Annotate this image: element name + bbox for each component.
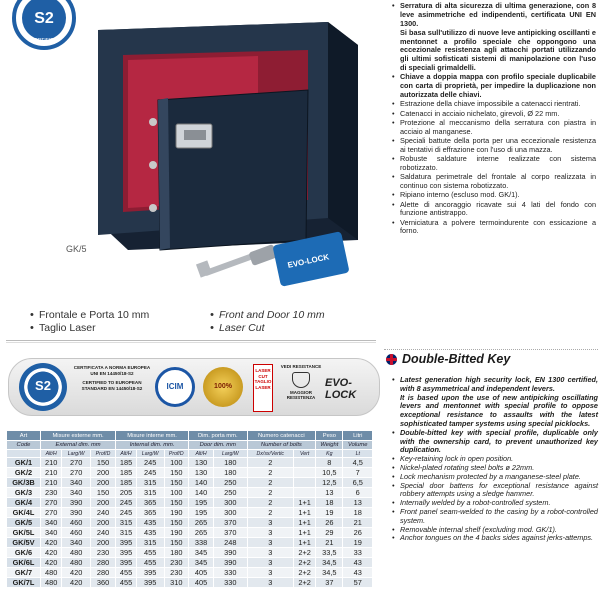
english-heading: Double-Bitted Key <box>384 349 598 365</box>
table-cell: 405 <box>189 578 214 588</box>
table-subheader-cell: Larg/W <box>136 450 164 458</box>
table-cell: 265 <box>189 518 214 528</box>
table-cell: 33 <box>343 548 373 558</box>
laser-cut-logo: LASER CUT TAGLIO LASER <box>253 364 273 412</box>
table-cell: 250 <box>214 488 247 498</box>
table-subheader-cell <box>7 450 41 458</box>
table-cell: 338 <box>189 538 214 548</box>
table-cell: 395 <box>136 578 164 588</box>
model-code-cell: GK/2 <box>7 468 41 478</box>
list-item: • Chiave a doppia mappa con profilo speciale duplicabile con carta di proprietà, per impedire la duplicazione non autorizzata delle chiavi. <box>392 73 596 99</box>
table-row <box>7 488 373 498</box>
list-item: • Internally welded by a robot-controlled system. <box>392 499 598 508</box>
list-item: • Catenacci in acciaio nichelato, girevoli, Ø 22 mm. <box>392 110 596 119</box>
svg-text:CERTIFIED: CERTIFIED <box>30 38 58 44</box>
lock-plate <box>176 124 212 148</box>
list-item: • Protezione al meccanismo della serratura con piastra in acciaio al manganese. <box>392 119 596 137</box>
model-code-cell: GK/6L <box>7 558 41 568</box>
list-item: • Serratura di alta sicurezza di ultima generazione, con 8 leve asimmetriche ed indipendenti, certificata UNI EN 1300. <box>392 2 596 28</box>
svg-text:S2: S2 <box>34 10 54 27</box>
table-cell: 21 <box>316 538 343 548</box>
table-cell: 150 <box>90 488 115 498</box>
cert-text: CERTIFICATA A NORMA EUROPEA UNI EN 14450/18-S2 CERTIFIED TO EUROPEAN STANDARD EN 14450/18-S2 <box>73 365 151 391</box>
table-cell: 365 <box>136 498 164 508</box>
table-cell: 3 <box>247 538 294 548</box>
list-item: • Estrazione della chiave impossibile a catenacci rientrati. <box>392 100 596 109</box>
model-code-cell: GK/4 <box>7 498 41 508</box>
table-cell: 200 <box>90 538 115 548</box>
table-cell: 340 <box>62 488 90 498</box>
table-cell: 455 <box>116 568 137 578</box>
table-cell <box>294 478 316 488</box>
quality-seal: 100% <box>203 367 243 407</box>
table-cell: 390 <box>62 508 90 518</box>
table-cell: 315 <box>136 488 164 498</box>
table-cell: 150 <box>164 498 189 508</box>
table-cell: 2+2 <box>294 578 316 588</box>
table-cell: 230 <box>90 548 115 558</box>
table-cell: 150 <box>164 518 189 528</box>
table-cell: 390 <box>214 558 247 568</box>
table-cell: 300 <box>214 508 247 518</box>
table-row <box>7 558 373 568</box>
table-cell: 150 <box>164 468 189 478</box>
table-cell: 390 <box>214 548 247 558</box>
table-cell: 310 <box>164 578 189 588</box>
table-cell: 10,5 <box>316 468 343 478</box>
table-cell: 300 <box>214 498 247 508</box>
table-cell: 405 <box>189 568 214 578</box>
table-cell: 270 <box>40 508 61 518</box>
model-table <box>6 430 373 588</box>
table-cell: 2 <box>247 468 294 478</box>
table-subheader-cell: Kg <box>316 450 343 458</box>
table-cell: 7 <box>343 468 373 478</box>
table-cell: 21 <box>343 518 373 528</box>
uk-flag-icon <box>386 354 397 365</box>
table-cell: 460 <box>62 528 90 538</box>
list-item: • Speciali battute della porta per una eccezionale resistenza ai tentativi di effrazione con l'uso di una mazza. <box>392 137 596 155</box>
table-cell: 395 <box>136 568 164 578</box>
table-cell: 270 <box>40 498 61 508</box>
table-cell: 455 <box>136 558 164 568</box>
list-item: • Verniciatura a polvere termoindurente con essicazione a forno. <box>392 219 596 237</box>
features-italian <box>30 309 190 335</box>
table-cell: 12,5 <box>316 478 343 488</box>
table-cell: 100 <box>164 488 189 498</box>
table-cell <box>294 488 316 498</box>
table-cell: 2+2 <box>294 568 316 578</box>
table-row <box>7 498 373 508</box>
model-code-cell: GK/5 <box>7 518 41 528</box>
features-english <box>210 309 380 335</box>
table-cell <box>294 458 316 468</box>
table-cell: 6,5 <box>343 478 373 488</box>
italian-feature-list <box>392 2 596 237</box>
list-item: • Front panel seam-welded to the casing by a robot-controlled system. <box>392 508 598 526</box>
divider <box>6 342 376 343</box>
model-code-cell: GK/5L <box>7 528 41 538</box>
list-item: • Lock mechanism protected by a manganese-steel plate. <box>392 473 598 482</box>
feature-item: • Front and Door 10 mm <box>210 309 380 322</box>
table-cell: 395 <box>116 538 137 548</box>
table-cell: 185 <box>116 478 137 488</box>
table-cell: 190 <box>164 528 189 538</box>
table-cell: 345 <box>189 558 214 568</box>
table-cell <box>294 468 316 478</box>
list-item: • Special door battens for exceptional resistance against robbery attempts using a sledge hammer. <box>392 482 598 500</box>
table-cell: 230 <box>40 488 61 498</box>
table-cell: 420 <box>40 538 61 548</box>
table-cell: 2 <box>247 478 294 488</box>
table-subheader-cell: Larg/W <box>62 450 90 458</box>
table-header-row: Art Misure esterne mm. Misure interne mm. Dim. porta mm. Numero catenacci Peso Litri <box>7 431 373 441</box>
table-cell: 3 <box>247 548 294 558</box>
table-header-row: Code External dim. mm Internal dim. mm. Door dim. mm Number of bolts Weight Volume <box>7 441 373 450</box>
table-cell: 390 <box>62 498 90 508</box>
table-cell: 43 <box>343 568 373 578</box>
table-cell: 3 <box>247 578 294 588</box>
table-cell: 230 <box>164 568 189 578</box>
list-item: • Robuste saldature interne realizzate con sistema robotizzato. <box>392 155 596 173</box>
table-cell: 270 <box>62 468 90 478</box>
table-cell: 345 <box>189 548 214 558</box>
table-cell: 205 <box>116 488 137 498</box>
table-cell: 370 <box>214 528 247 538</box>
table-cell: 200 <box>90 518 115 528</box>
table-row <box>7 548 373 558</box>
table-cell: 280 <box>90 568 115 578</box>
resistance-logo: VEDI RESISTANCE MAGGIOR RESISTENZA <box>280 364 322 400</box>
feature-item: • Frontale e Porta 10 mm <box>30 309 190 322</box>
table-cell: 3 <box>247 558 294 568</box>
table-cell: 245 <box>136 468 164 478</box>
safe-door <box>158 90 308 250</box>
table-cell: 360 <box>90 578 115 588</box>
table-cell: 13 <box>343 498 373 508</box>
table-cell: 8 <box>316 458 343 468</box>
list-item: It is based upon the use of new antipicking oscillating levers and mentonnet with special profile to oppose exceptional resistance to assaults with the latest sophisticated tamper systems using special picklocks. <box>400 392 598 428</box>
feature-item: • Laser Cut <box>210 322 380 335</box>
table-cell: 2 <box>247 498 294 508</box>
model-code-cell: GK/7L <box>7 578 41 588</box>
table-subheader-cell: Prof/D <box>90 450 115 458</box>
table-row <box>7 508 373 518</box>
table-cell: 185 <box>116 458 137 468</box>
table-cell: 19 <box>316 508 343 518</box>
table-cell: 250 <box>214 478 247 488</box>
table-cell: 180 <box>214 458 247 468</box>
table-cell: 57 <box>343 578 373 588</box>
icim-logo: ICIM <box>155 367 195 407</box>
table-cell: 37 <box>316 578 343 588</box>
certification-strip <box>8 358 380 416</box>
table-cell: 340 <box>40 518 61 528</box>
table-cell: 150 <box>90 458 115 468</box>
table-cell: 420 <box>62 568 90 578</box>
table-cell: 245 <box>136 458 164 468</box>
table-subheader-cell: Alt/H <box>189 450 214 458</box>
table-cell: 365 <box>136 508 164 518</box>
table-cell: 480 <box>40 578 61 588</box>
table-cell: 230 <box>164 558 189 568</box>
model-code-cell: GK/3 <box>7 488 41 498</box>
table-row <box>7 578 373 588</box>
table-cell: 455 <box>136 548 164 558</box>
table-cell: 460 <box>62 518 90 528</box>
list-item: • Removable internal shelf (excluding mod. GK/1). <box>392 526 598 535</box>
model-tag: GK/5 <box>66 244 87 254</box>
table-cell: 248 <box>214 538 247 548</box>
table-cell: 195 <box>189 508 214 518</box>
list-item: • Alette di ancoraggio ricavate sui 4 lati del fondo con funzione antistrappo. <box>392 201 596 219</box>
model-code-cell: GK/3B <box>7 478 41 488</box>
list-item: • Latest generation high security lock, EN 1300 certified, with 8 asymmetrical and independent levers. <box>392 376 598 394</box>
table-cell: 195 <box>189 498 214 508</box>
table-cell: 43 <box>343 558 373 568</box>
table-cell: 140 <box>189 478 214 488</box>
list-item: • Key-retaining lock in open position. <box>392 455 598 464</box>
table-cell: 280 <box>90 558 115 568</box>
model-code-cell: GK/7 <box>7 568 41 578</box>
table-cell: 210 <box>40 458 61 468</box>
table-cell: 330 <box>214 568 247 578</box>
key-icon <box>196 244 278 278</box>
svg-text:EVO-LOCK: EVO-LOCK <box>286 252 330 270</box>
table-cell: 340 <box>62 538 90 548</box>
list-item: • Anchor tongues on the 4 backs sides against jerks-attemps. <box>392 534 598 543</box>
model-code-cell: GK/6 <box>7 548 41 558</box>
table-cell: 210 <box>40 478 61 488</box>
table-cell: 29 <box>316 528 343 538</box>
evo-lock-logo: EVO-LOCK <box>325 377 357 401</box>
table-cell: 18 <box>316 498 343 508</box>
table-cell: 33,5 <box>316 548 343 558</box>
table-cell: 265 <box>189 528 214 538</box>
divider <box>6 340 376 341</box>
list-item: • Saldatura perimetrale del frontale al corpo realizzata in continuo con sistema robotizzato. <box>392 173 596 191</box>
table-cell: 480 <box>40 568 61 578</box>
table-cell: 4,5 <box>343 458 373 468</box>
table-cell: 1+1 <box>294 518 316 528</box>
table-cell: 1+1 <box>294 528 316 538</box>
table-cell: 340 <box>40 528 61 538</box>
table-cell: 34,5 <box>316 568 343 578</box>
table-cell: 240 <box>90 508 115 518</box>
table-cell: 420 <box>40 548 61 558</box>
table-subheader-cell: Alt/H <box>40 450 61 458</box>
s2-badge <box>14 0 74 48</box>
table-cell: 6 <box>343 488 373 498</box>
table-cell: 130 <box>189 468 214 478</box>
table-cell: 370 <box>214 518 247 528</box>
table-cell: 480 <box>62 558 90 568</box>
s2-cert-badge: S2 <box>19 363 67 411</box>
table-cell: 435 <box>136 528 164 538</box>
table-cell: 270 <box>62 458 90 468</box>
list-item: • Nickel-plated rotating steel bolts ø 22mm. <box>392 464 598 473</box>
table-row <box>7 538 373 548</box>
table-cell: 315 <box>116 518 137 528</box>
shield-icon <box>292 372 310 388</box>
table-cell: 180 <box>214 468 247 478</box>
table-cell: 210 <box>40 468 61 478</box>
table-cell: 420 <box>40 558 61 568</box>
table-row <box>7 518 373 528</box>
table-cell: 315 <box>116 528 137 538</box>
table-cell: 395 <box>116 558 137 568</box>
table-row <box>7 468 373 478</box>
table-cell: 1+1 <box>294 508 316 518</box>
table-cell: 200 <box>90 498 115 508</box>
table-cell: 2 <box>247 508 294 518</box>
table-header-row <box>7 450 373 458</box>
table-cell: 1+1 <box>294 538 316 548</box>
table-cell: 330 <box>214 578 247 588</box>
table-cell: 245 <box>116 498 137 508</box>
table-cell: 315 <box>136 478 164 488</box>
table-subheader-cell: Vert <box>294 450 316 458</box>
table-cell: 3 <box>247 568 294 578</box>
list-item: • Ripiano interno (escluso mod. GK/1). <box>392 191 596 200</box>
product-photo <box>8 0 378 300</box>
table-cell: 1+1 <box>294 498 316 508</box>
table-cell: 190 <box>164 508 189 518</box>
table-cell: 34,5 <box>316 558 343 568</box>
table-cell: 2 <box>247 458 294 468</box>
table-row <box>7 478 373 488</box>
table-cell: 480 <box>62 548 90 558</box>
table-cell: 240 <box>90 528 115 538</box>
table-subheader-cell: Larg/W <box>214 450 247 458</box>
model-code-cell: GK/4L <box>7 508 41 518</box>
table-cell: 26 <box>316 518 343 528</box>
model-code-cell: GK/1 <box>7 458 41 468</box>
table-cell: 245 <box>116 508 137 518</box>
table-cell: 140 <box>189 488 214 498</box>
table-cell: 19 <box>343 538 373 548</box>
list-item: Si basa sull'utilizzo di nuove leve antipicking oscillanti e mentonnet a profilo speciale che oppongono una eccezionale resistenza agli attacchi portati utilizzando gli ultimi sofisticati sistemi di manipolazione con l'uso di speciali grimaldelli. <box>400 27 596 73</box>
table-cell: 395 <box>116 548 137 558</box>
table-cell: 2 <box>247 488 294 498</box>
table-cell: 3 <box>247 518 294 528</box>
table-cell: 18 <box>343 508 373 518</box>
table-cell: 2+2 <box>294 548 316 558</box>
model-code-cell: GK/5V <box>7 538 41 548</box>
table-cell: 26 <box>343 528 373 538</box>
list-item: • Double-bitted key with special profile, duplicable only with the ownership card, to prevent unauthorized key duplication. <box>392 429 598 455</box>
table-cell: 180 <box>164 548 189 558</box>
table-row <box>7 528 373 538</box>
table-cell: 13 <box>316 488 343 498</box>
table-cell: 130 <box>189 458 214 468</box>
table-subheader-cell: Lt <box>343 450 373 458</box>
table-cell: 185 <box>116 468 137 478</box>
english-feature-list <box>392 376 598 543</box>
table-row <box>7 568 373 578</box>
table-cell: 455 <box>116 578 137 588</box>
table-cell: 100 <box>164 458 189 468</box>
table-cell: 2+2 <box>294 558 316 568</box>
table-subheader-cell: Dx/sx/Vertic <box>247 450 294 458</box>
table-cell: 340 <box>62 478 90 488</box>
table-cell: 435 <box>136 518 164 528</box>
table-cell: 315 <box>136 538 164 548</box>
table-cell: 150 <box>164 478 189 488</box>
table-subheader-cell: Prof/D <box>164 450 189 458</box>
table-cell: 3 <box>247 528 294 538</box>
table-cell: 200 <box>90 478 115 488</box>
table-cell: 420 <box>62 578 90 588</box>
table-cell: 200 <box>90 468 115 478</box>
table-subheader-cell: Alt/H <box>116 450 137 458</box>
feature-item: • Taglio Laser <box>30 322 190 335</box>
table-cell: 150 <box>164 538 189 548</box>
table-row <box>7 458 373 468</box>
